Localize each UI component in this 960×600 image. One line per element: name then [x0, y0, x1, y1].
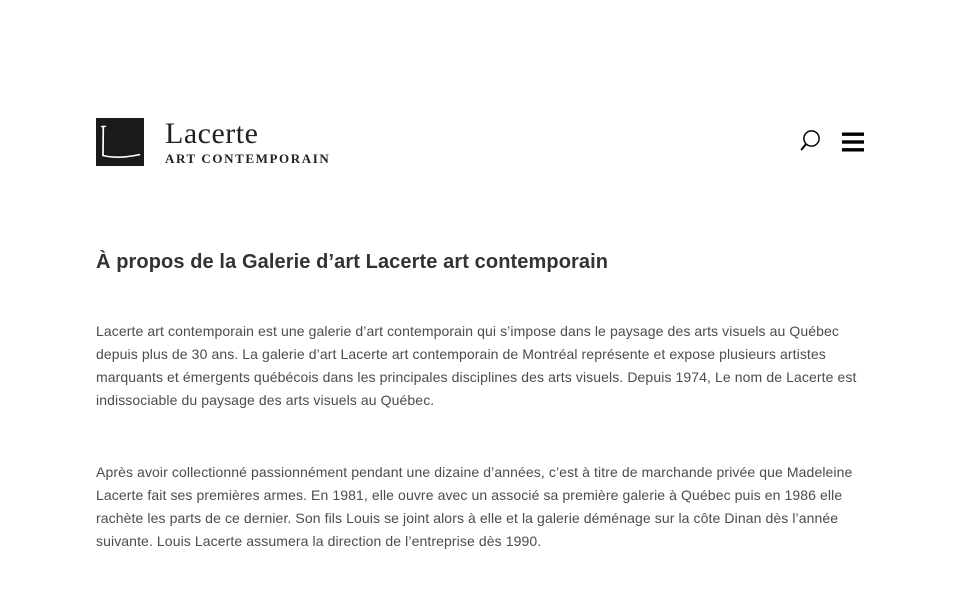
about-paragraph-2: Après avoir collectionné passionnément pendant une dizaine d’années, c’est à titre de marchande privée que Madeleine Lacerte fait ses premières armes. En 1981, elle ouvre avec un associé sa première galerie à Québec puis en 1986 elle rachète les parts de ce dernier. Son fils Louis se joint alors à elle et la galerie déménage sur la côte Dinan dès l’année suivante. Louis Lacerte assumera la direction de l’entreprise dès 1990. [96, 464, 853, 549]
logo-subtitle: ART CONTEMPORAIN [165, 151, 331, 166]
logo-text [165, 119, 330, 165]
logo-name: Lacerte [165, 117, 259, 150]
about-paragraph-1: Lacerte art contemporain est une galerie d’art contemporain qui s’impose dans le paysage des arts visuels au Québec depuis plus de 30 ans. La galerie d’art Lacerte art contemporain de Montréal représente et expose plusieurs artistes marquants et émergents québécois dans les principales disciplines des arts visuels. Depuis 1974, Le nom de Lacerte est indissociable du paysage des arts visuels au Québec. [96, 323, 857, 408]
search-icon[interactable] [797, 128, 822, 156]
hamburger-menu-icon[interactable] [842, 131, 864, 153]
header-icons [797, 128, 864, 156]
page-title: À propos de la Galerie d’art Lacerte art contemporain [96, 251, 609, 273]
logo-square-l-icon [96, 118, 144, 166]
main-content [0, 166, 960, 553]
site-header [0, 0, 960, 166]
site-logo[interactable] [96, 118, 330, 166]
about-text [96, 320, 864, 553]
